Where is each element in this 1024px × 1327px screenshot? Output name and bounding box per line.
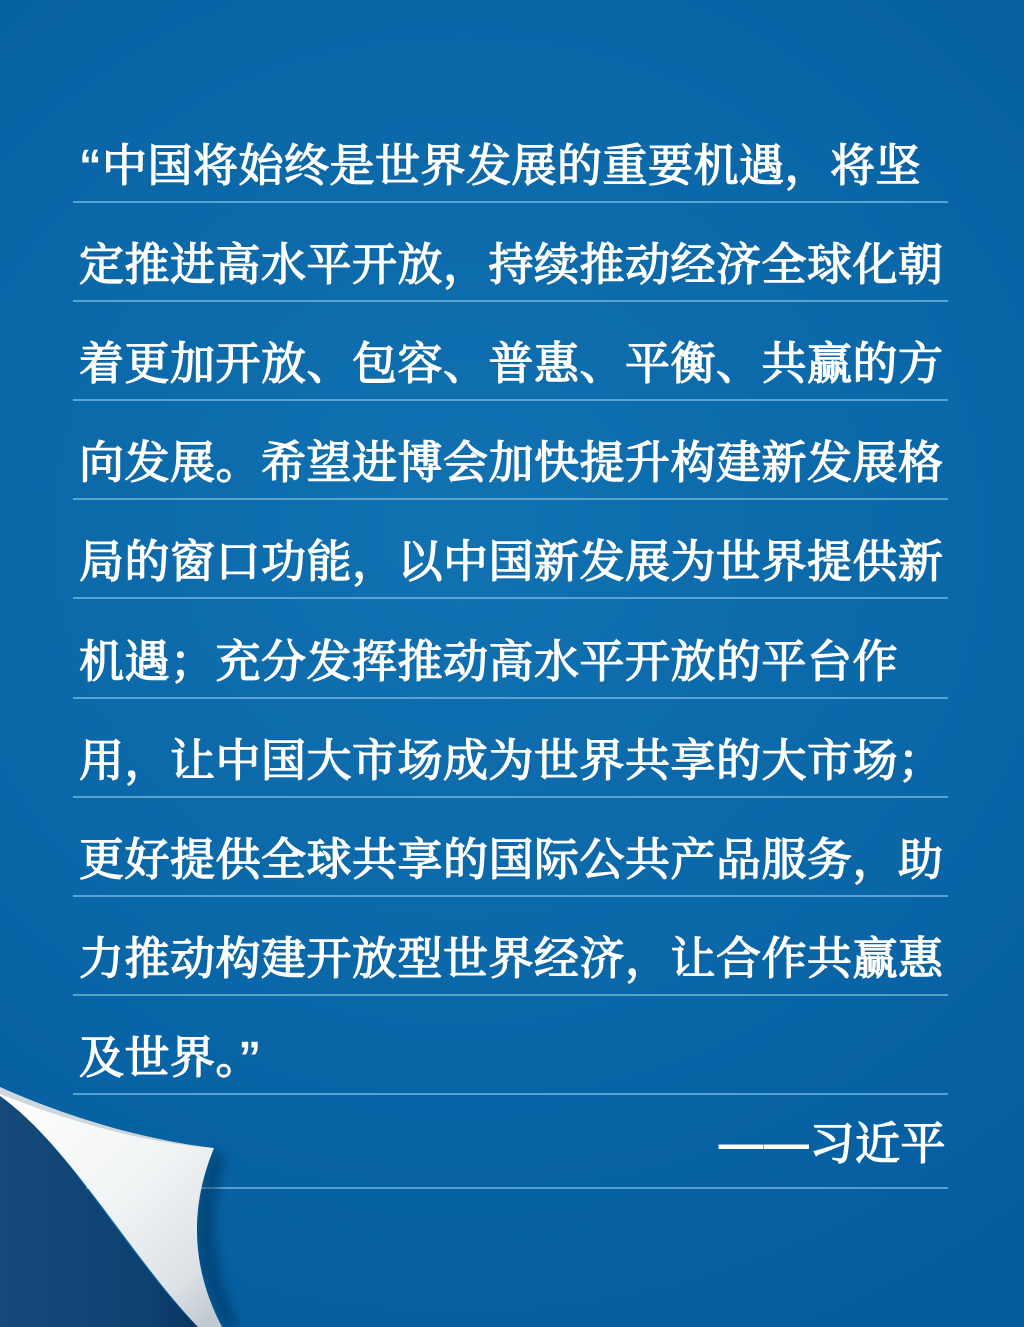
quote-line-text: 力推动构建开放型世界经济，让合作共赢惠 <box>79 932 944 984</box>
quote-line-text: 局的窗口功能，以中国新发展为世界提供新 <box>79 536 944 588</box>
quote-line-row <box>73 104 948 203</box>
quote-line-text: 着更加开放、包容、普惠、平衡、共赢的方 <box>79 338 944 390</box>
quote-line-row <box>73 302 948 401</box>
quote-line-text: 及世界。” <box>79 1031 262 1083</box>
quote-area <box>73 104 948 1189</box>
quote-line-row <box>73 599 948 698</box>
quote-line-row <box>73 401 948 500</box>
attribution-text: ——习近平 <box>718 1118 946 1170</box>
quote-line-text: 向发展。希望进博会加快提升构建新发展格 <box>79 437 944 489</box>
quote-line-row <box>73 897 948 996</box>
quote-line-row <box>73 699 948 798</box>
quote-line-row <box>73 996 948 1095</box>
quote-line-text: “中国将始终是世界发展的重要机遇，将坚 <box>79 140 922 192</box>
quote-line-text: 用，让中国大市场成为世界共享的大市场； <box>79 734 944 786</box>
quote-line-text: 更好提供全球共享的国际公共产品服务，助 <box>79 833 944 885</box>
quote-line-row <box>73 203 948 302</box>
quote-line-row <box>73 500 948 599</box>
quote-line-row <box>73 798 948 897</box>
quote-line-text: 机遇；充分发挥推动高水平开放的平台作 <box>79 635 899 687</box>
quote-line-text: 定推进高水平开放，持续推动经济全球化朝 <box>79 239 944 291</box>
quote-rows <box>73 104 948 1095</box>
page-curl-icon <box>0 1086 240 1327</box>
